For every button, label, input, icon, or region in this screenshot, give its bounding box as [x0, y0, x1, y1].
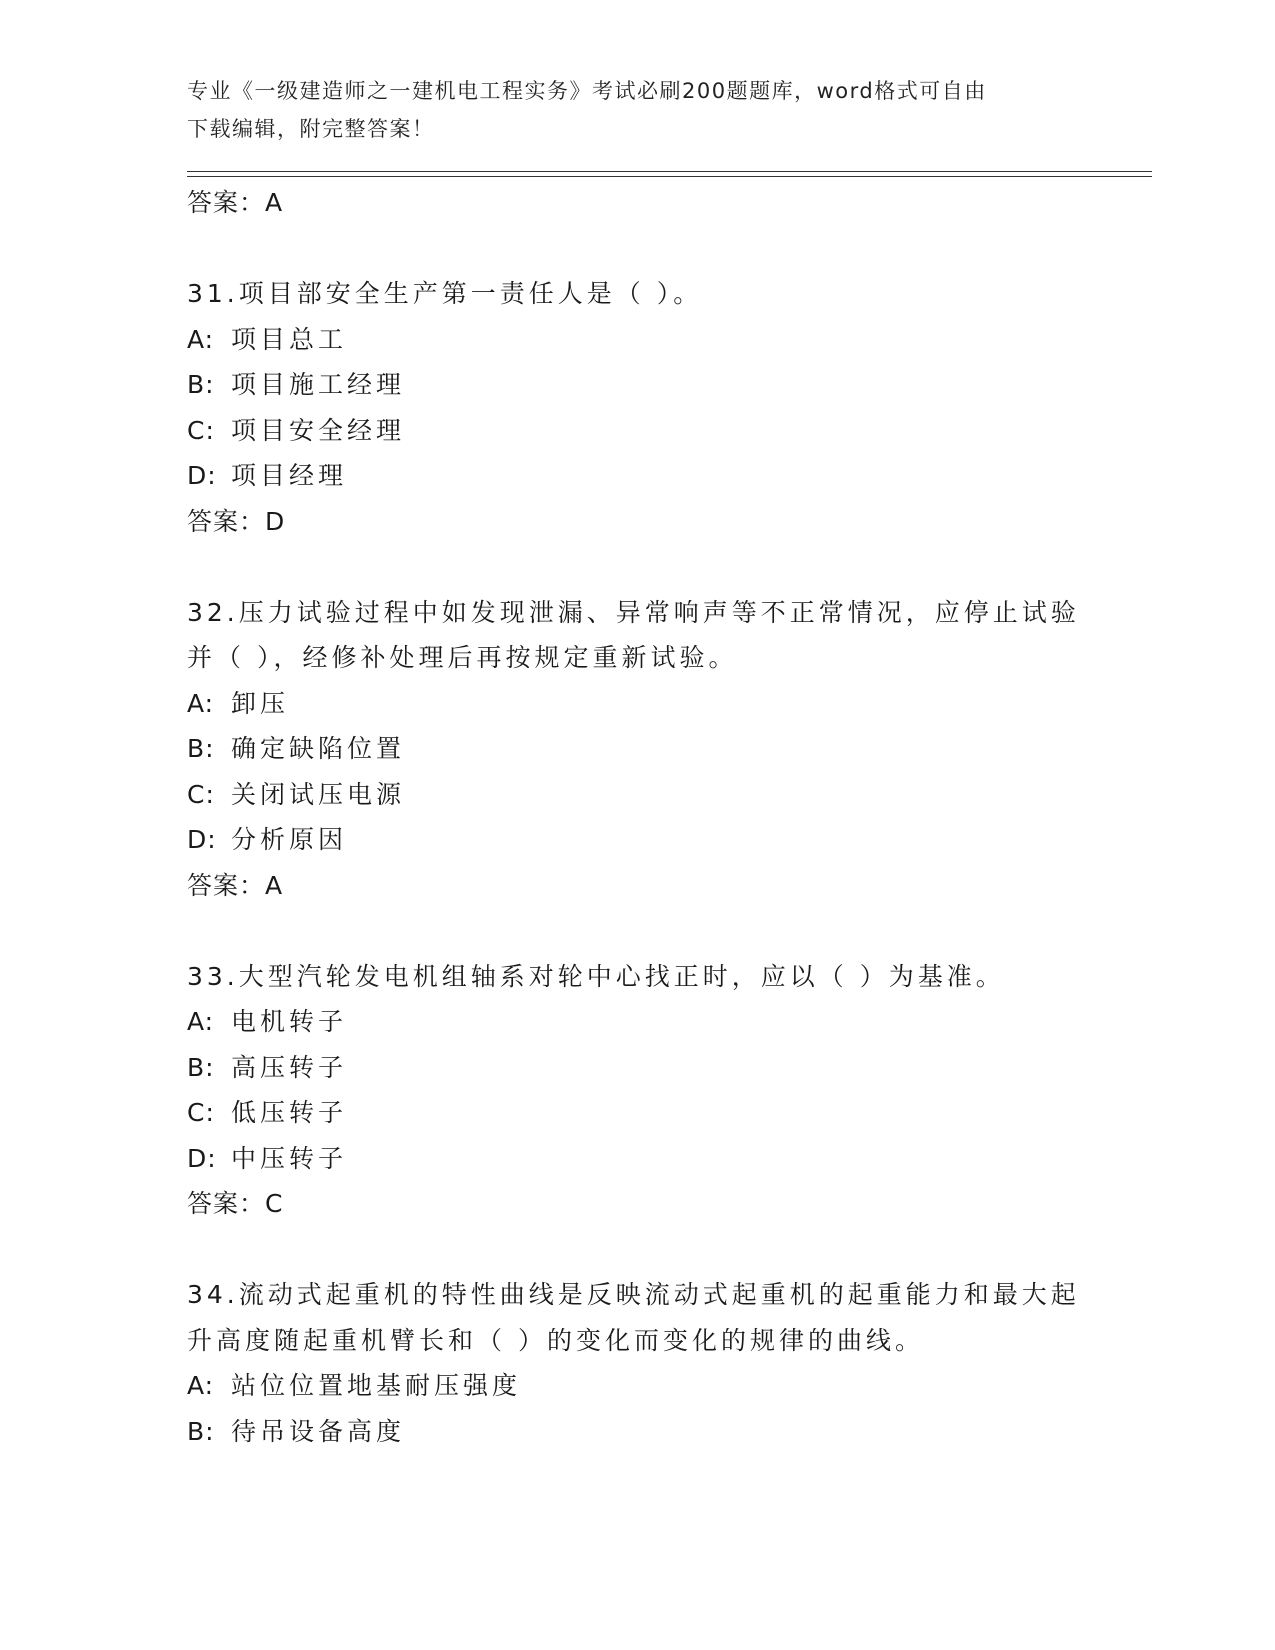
option-a: A: 站位位置地基耐压强度	[187, 1371, 522, 1400]
option-a: A: 项目总工	[187, 324, 348, 354]
option-d: D: 中压转子	[187, 1143, 348, 1173]
question-31	[187, 271, 1147, 544]
question-text: 34.流动式起重机的特性曲线是反映流动式起重机的起重能力和最大起	[187, 1280, 1080, 1309]
option-c: C: 项目安全经理	[187, 415, 406, 445]
option-a: A: 卸压	[187, 688, 290, 718]
question-32	[187, 590, 1147, 909]
option-b: B: 确定缺陷位置	[187, 734, 406, 763]
question-34	[187, 1272, 1147, 1454]
header-title-line-1: 专业《一级建造师之一建机电工程实务》考试必刷200题题库，word格式可自由	[187, 79, 987, 103]
answer-line: 答案：A	[187, 870, 284, 900]
answer-line: 答案：A	[187, 188, 284, 217]
option-c: C: 低压转子	[187, 1098, 348, 1127]
document-header	[187, 72, 1087, 148]
option-b: B: 高压转子	[187, 1052, 348, 1082]
question-text: 33.大型汽轮发电机组轴系对轮中心找正时，应以（ ）为基准。	[187, 961, 1005, 991]
header-divider-bottom	[187, 176, 1152, 177]
option-d: D: 项目经理	[187, 461, 348, 490]
question-list	[187, 180, 1147, 1454]
question-text-continued: 升高度随起重机臂长和（ ）的变化而变化的规律的曲线。	[187, 1325, 924, 1355]
option-d: D: 分析原因	[187, 825, 348, 854]
answer-line: 答案：D	[187, 506, 286, 536]
question-33	[187, 954, 1147, 1227]
header-divider-top	[187, 171, 1152, 172]
option-a: A: 电机转子	[187, 1007, 348, 1036]
option-b: B: 待吊设备高度	[187, 1416, 406, 1446]
header-title-line-2: 下载编辑，附完整答案！	[187, 117, 435, 141]
question-text: 31.项目部安全生产第一责任人是（ ）。	[187, 279, 703, 308]
question-text-continued: 并（ ），经修补处理后再按规定重新试验。	[187, 643, 738, 672]
answer-line: 答案：C	[187, 1189, 284, 1218]
option-b: B: 项目施工经理	[187, 370, 406, 399]
option-c: C: 关闭试压电源	[187, 779, 406, 809]
question-text: 32.压力试验过程中如发现泄漏、异常响声等不正常情况，应停止试验	[187, 597, 1080, 627]
